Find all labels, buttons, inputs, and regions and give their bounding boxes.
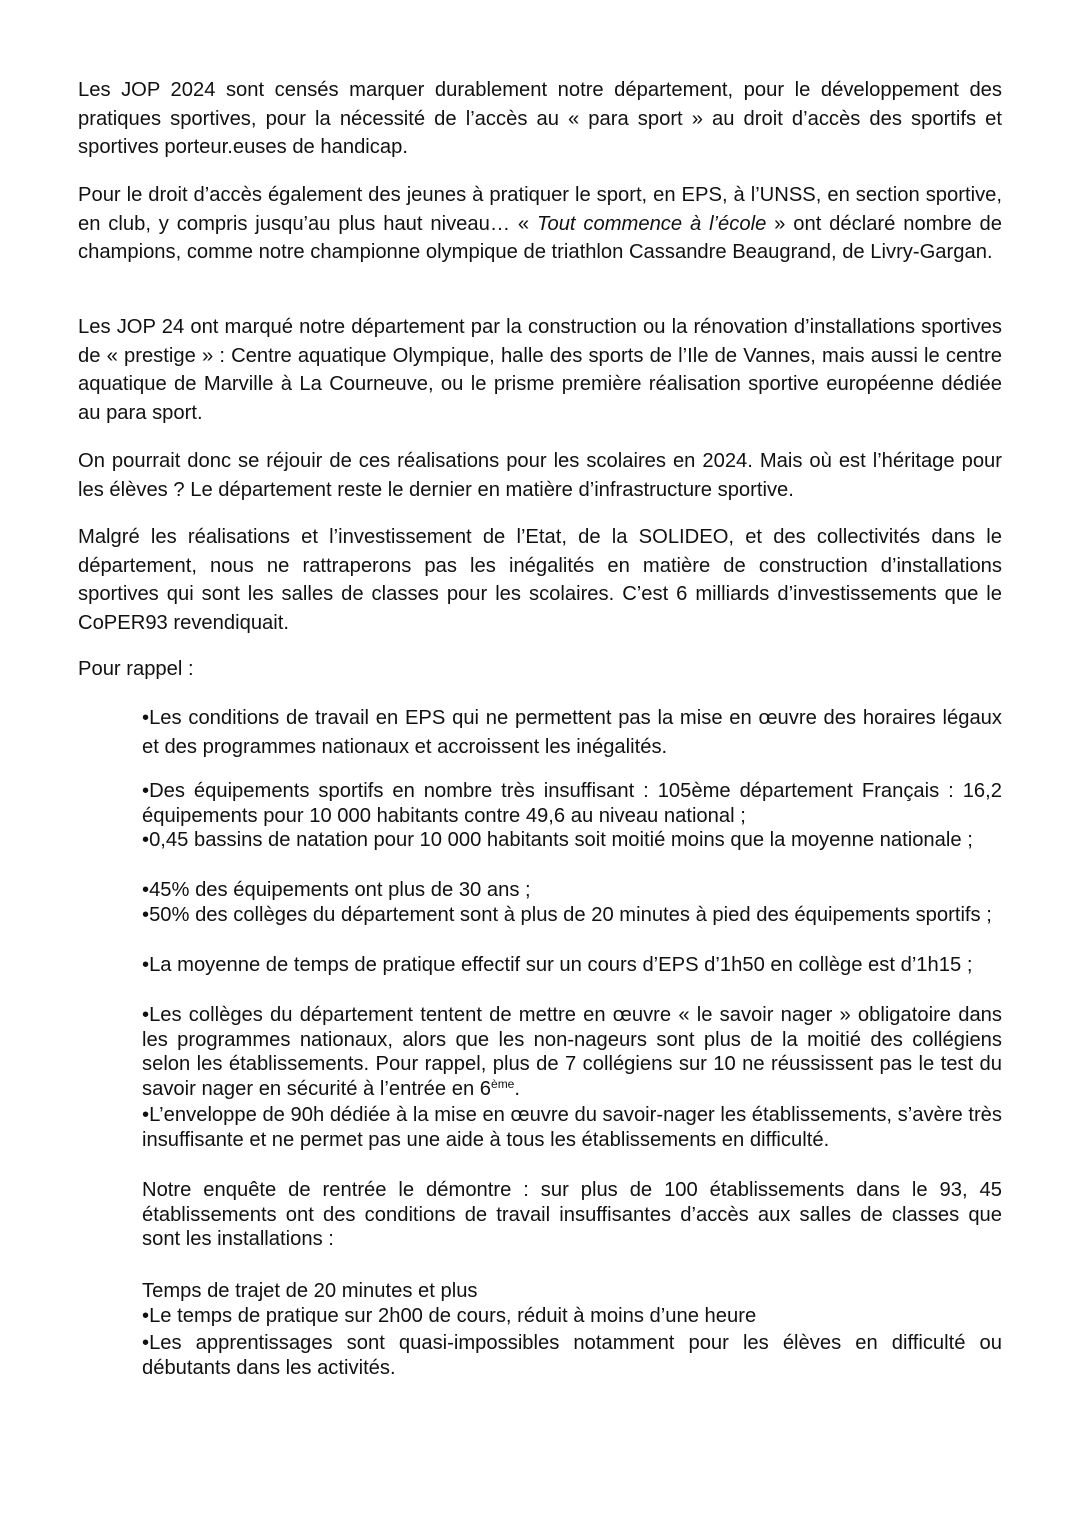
bullet-savoir-nager-text: •Les collèges du département tentent de mettre en œuvre « le savoir nager » obligatoire dans les programmes nationaux, alors que les non-nageurs sont plus de la moitié des collégiens selon les établissements. Pour rappel, plus de 7 collégiens sur 10 ne réussissent pas le test du savoir nager en sécurité à l’entrée en 6: [142, 1004, 1002, 1101]
paragraph-droit-acces-text-end: » ont déclaré nombre de champions, comme notre championne olympique de triathlon Cassandre Beaugrand, de Livry-Gargan.: [78, 212, 1003, 263]
bullet-equipements-insuffisants: •Des équipements sportifs en nombre très insuffisant : 105ème département Français : 16,2 équipements pour 10 000 habitants contre 49,6 au niveau national ;: [142, 780, 1002, 827]
bullet-conditions-travail: •Les conditions de travail en EPS qui ne permettent pas la mise en œuvre des horaires légaux et des programmes nationaux et accroissent les inégalités.: [142, 707, 1002, 758]
bullet-savoir-nager-end: .: [514, 1078, 520, 1101]
bullet-temps-pratique-reduit: •Le temps de pratique sur 2h00 de cours, réduit à moins d’une heure: [142, 1305, 757, 1327]
paragraph-installations-prestige: Les JOP 24 ont marqué notre département par la construction ou la rénovation d’installations sportives de « prestige » : Centre aquatique Olympique, halle des sports de l’Ile de Vannes, mais aussi le centre aquatique de Marville à La Courneuve, ou le prisme première réalisation sportive européenne dédiée au para sport.: [78, 316, 1002, 424]
bullet-apprentissages: •Les apprentissages sont quasi-impossibles notamment pour les élèves en difficulté ou débutants dans les activités.: [142, 1332, 1002, 1379]
line-temps-trajet: Temps de trajet de 20 minutes et plus: [142, 1280, 478, 1302]
bullet-enveloppe-90h: •L’enveloppe de 90h dédiée à la mise en œuvre du savoir-nager les établissements, s’avère très insuffisante et ne permet pas une aide à tous les établissements en difficulté.: [142, 1104, 1002, 1151]
paragraph-jop-2024: Les JOP 2024 sont censés marquer durablement notre département, pour le développement des pratiques sportives, pour la nécessité de l’accès au « para sport » au droit d’accès des sportifs et sportives porteur.euses de handicap.: [78, 79, 1002, 158]
paragraph-droit-acces: [78, 181, 1002, 267]
paragraph-droit-acces-text: Pour le droit d’accès également des jeunes à pratiquer le sport, en EPS, à l’UNSS, en section sportive, en club, y compris jusqu’au plus haut niveau… «: [78, 184, 1002, 235]
bullet-bassins-natation: •0,45 bassins de natation pour 10 000 habitants soit moitié moins que la moyenne nationale ;: [142, 829, 973, 851]
paragraph-heritage: On pourrait donc se réjouir de ces réalisations pour les scolaires en 2024. Mais où est l’héritage pour les élèves ? Le département reste le dernier en matière d’infrastructure sportive.: [78, 450, 1002, 501]
bullet-temps-pratique: •La moyenne de temps de pratique effectif sur un cours d’EPS d’1h50 en collège est d’1h15 ;: [142, 954, 973, 976]
bullet-colleges-distance: •50% des collèges du département sont à plus de 20 minutes à pied des équipements sportifs ;: [142, 904, 992, 926]
quote-tout-commence: Tout commence à l’école: [537, 212, 767, 235]
superscript-eme: ème: [491, 1077, 515, 1092]
bullet-equipements-age: •45% des équipements ont plus de 30 ans ;: [142, 879, 531, 901]
paragraph-pour-rappel: Pour rappel :: [78, 658, 194, 680]
paragraph-enquete-rentree: Notre enquête de rentrée le démontre : sur plus de 100 établissements dans le 93, 45 établissements ont des conditions de travail insuffisantes d’accès aux salles de classes que sont les installations :: [142, 1179, 1002, 1251]
bullet-savoir-nager: [142, 1003, 1002, 1102]
paragraph-inegalites: Malgré les réalisations et l’investissement de l’Etat, de la SOLIDEO, et des collectivités dans le département, nous ne rattraperons pas les inégalités en matière de construction d’installations sportives qui sont les salles de classes pour les scolaires. C’est 6 milliards d’investissements que le CoPER93 revendiquait.: [78, 526, 1002, 634]
